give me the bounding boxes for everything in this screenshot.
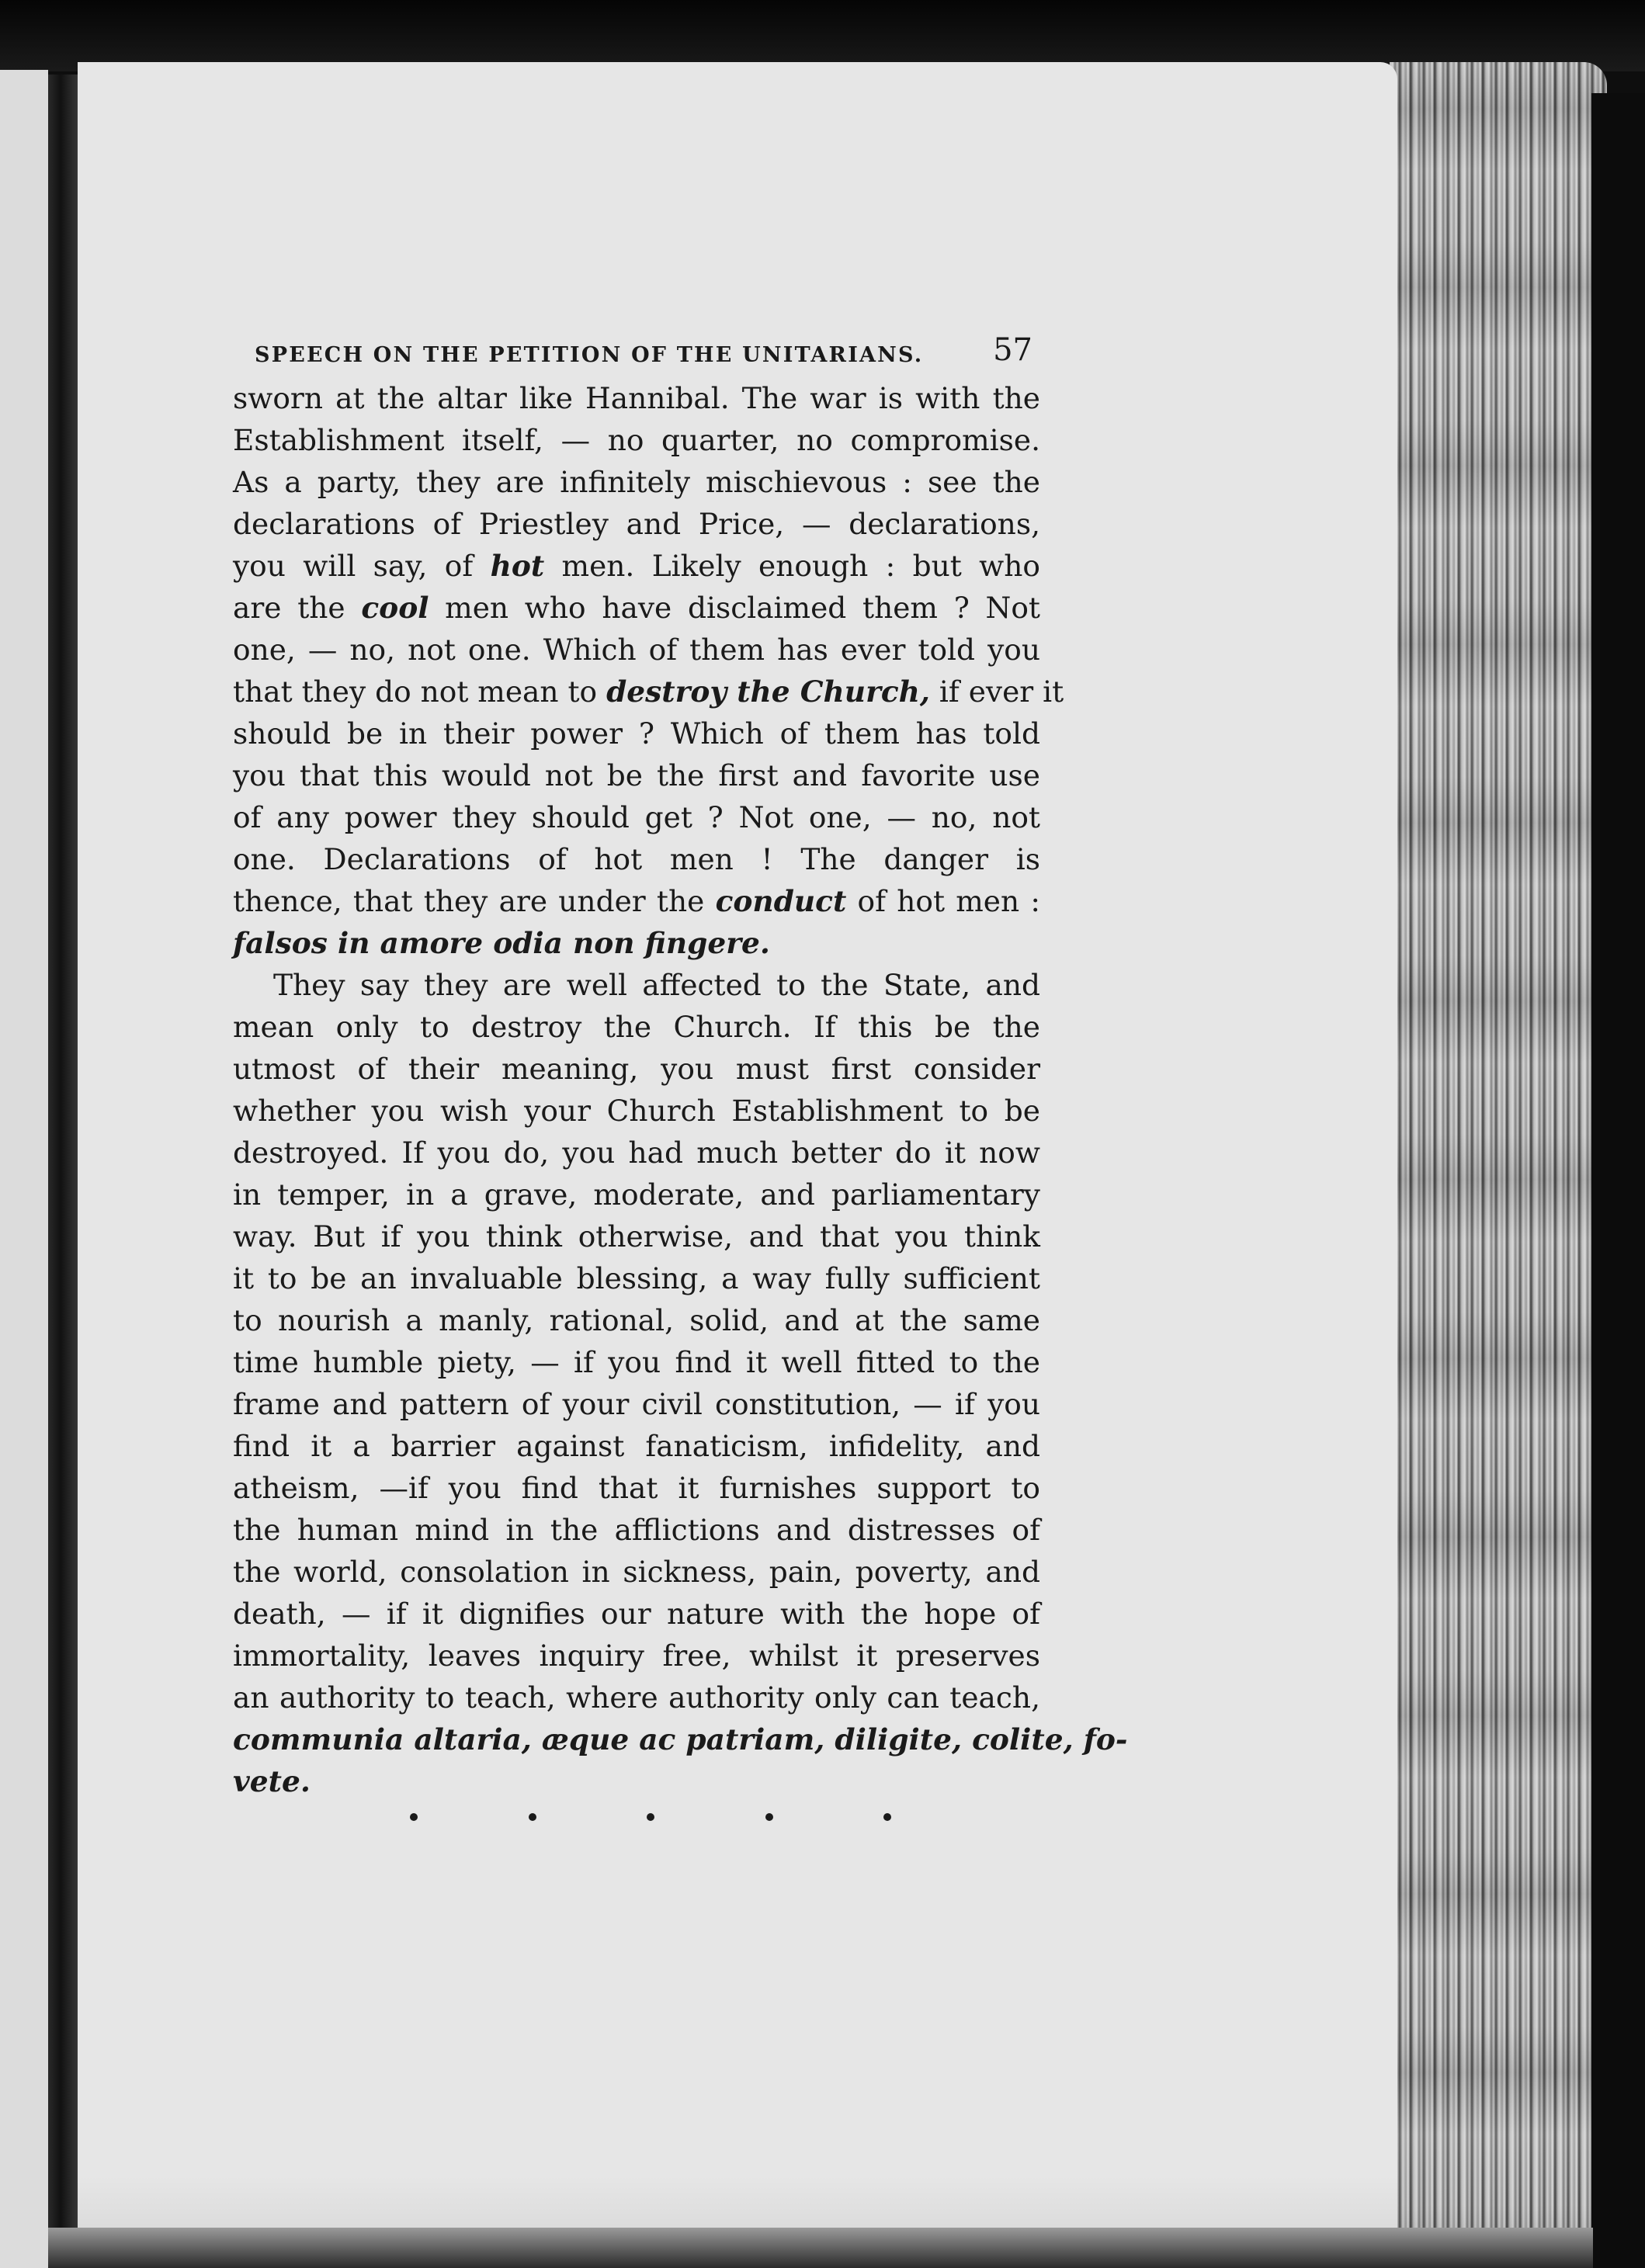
ornament-dot [647,1813,654,1821]
text-line [233,1341,1040,1383]
body-text [233,377,1128,1802]
ornament-dot [529,1813,536,1821]
text-line [233,1215,1040,1257]
line-text: you will say, of [233,549,491,583]
italic-phrase: destroy the Church, [606,675,930,709]
line-text: in temper, in a grave, moderate, and parliamentary [233,1177,1040,1212]
text-line [233,754,1040,796]
italic-phrase: hot [490,549,545,583]
line-text: men. Likely enough : but who [544,549,1040,583]
text-line [233,629,1040,671]
line-text: to nourish a manly, rational, solid, and at the same [233,1303,1040,1337]
text-line [233,1383,1040,1425]
text-line [233,1677,1040,1718]
text-line [233,419,1040,461]
text-line [233,461,1040,503]
page-number: 57 [993,332,1032,368]
line-text: men who have disclaimed them ? Not [429,591,1040,625]
line-text: of any power they should get ? Not one, — no, not [233,800,1040,834]
line-text: immortality, leaves inquiry free, whilst it preserves [233,1639,1040,1673]
text-line [233,1551,1040,1593]
line-text: Establishment itself, — no quarter, no compromise. [233,423,1040,457]
italic-phrase: falsos in amore odia non fingere. [233,926,770,960]
line-text: are the [233,591,362,625]
ornament-dot [410,1813,418,1821]
book-gutter [48,75,79,2268]
running-head [255,326,1040,377]
line-text: sworn at the altar like Hannibal. The war is with the [233,381,1040,415]
italic-phrase: vete. [233,1764,311,1798]
section-ornament [410,1813,891,1821]
text-line [233,1635,1040,1677]
text-line [233,671,1064,713]
line-text: one. Declarations of hot men ! The danger is [233,842,1040,876]
line-text: death, — if it dignifies our nature with the hope of [233,1597,1040,1631]
text-line [233,1467,1040,1509]
line-text: thence, that they are under the [233,884,716,918]
text-line [233,922,1040,964]
text-line [233,964,1040,1006]
line-text: you that this would not be the first and favorite use [233,758,1040,792]
line-text: should be in their power ? Which of them has told [233,716,1040,751]
text-line [233,377,1040,419]
line-text: of hot men : [846,884,1041,918]
facing-page-edge [0,70,48,2268]
line-text: way. But if you think otherwise, and that you think [233,1219,1040,1254]
line-text: declarations of Priestley and Price, — declarations, [233,507,1040,541]
text-line [233,1257,1040,1299]
text-line [233,1718,1128,1760]
text-line [233,1048,1040,1090]
text-line [233,796,1040,838]
text-line [233,1509,1040,1551]
text-line [233,1425,1040,1467]
scan-top-shadow [0,0,1645,71]
book-bottom-edge [48,2228,1593,2268]
text-line [233,587,1040,629]
text-line [233,1132,1040,1174]
line-text: the world, consolation in sickness, pain, poverty, and [233,1555,1040,1589]
running-title: SPEECH ON THE PETITION OF THE UNITARIANS. [255,343,924,367]
page-block-edges [1390,62,1607,2268]
line-text: They say they are well affected to the State, and [273,968,1040,1002]
text-line [233,545,1040,587]
line-text: the human mind in the afflictions and distresses of [233,1513,1040,1547]
text-line [233,1299,1040,1341]
scan-right-background [1591,93,1645,2268]
italic-phrase: cool [361,591,429,625]
text-line [233,503,1040,545]
text-line [233,1090,1040,1132]
text-line [233,1174,1040,1215]
ornament-dot [883,1813,891,1821]
line-text: an authority to teach, where authority only can teach, [233,1680,1040,1715]
text-line [233,713,1040,754]
line-text: find it a barrier against fanaticism, infidelity, and [233,1429,1040,1463]
page-text-block [233,326,1128,1821]
text-line [233,880,1040,922]
line-text: atheism, —if you find that it furnishes support to [233,1471,1040,1505]
line-text: it to be an invaluable blessing, a way fully sufficient [233,1261,1040,1295]
line-text: time humble piety, — if you find it well fitted to the [233,1345,1040,1379]
line-text: frame and pattern of your civil constitution, — if you [233,1387,1040,1421]
line-text: one, — no, not one. Which of them has ever told you [233,633,1040,667]
line-text: destroyed. If you do, you had much better do it now [233,1136,1040,1170]
line-text: mean only to destroy the Church. If this be the [233,1010,1040,1044]
text-line [233,1006,1040,1048]
line-text: utmost of their meaning, you must first consider [233,1052,1040,1086]
line-text: if ever it [929,675,1064,709]
ornament-dot [765,1813,773,1821]
text-line [233,838,1040,880]
italic-phrase: conduct [715,884,847,918]
text-line [233,1760,1040,1802]
italic-phrase: communia altaria, æque ac patriam, diligite, colite, fo- [233,1722,1128,1756]
line-text: whether you wish your Church Establishment to be [233,1094,1040,1128]
line-text: As a party, they are infinitely mischievous : see the [233,465,1040,499]
line-text: that they do not mean to [233,675,607,709]
text-line [233,1593,1040,1635]
